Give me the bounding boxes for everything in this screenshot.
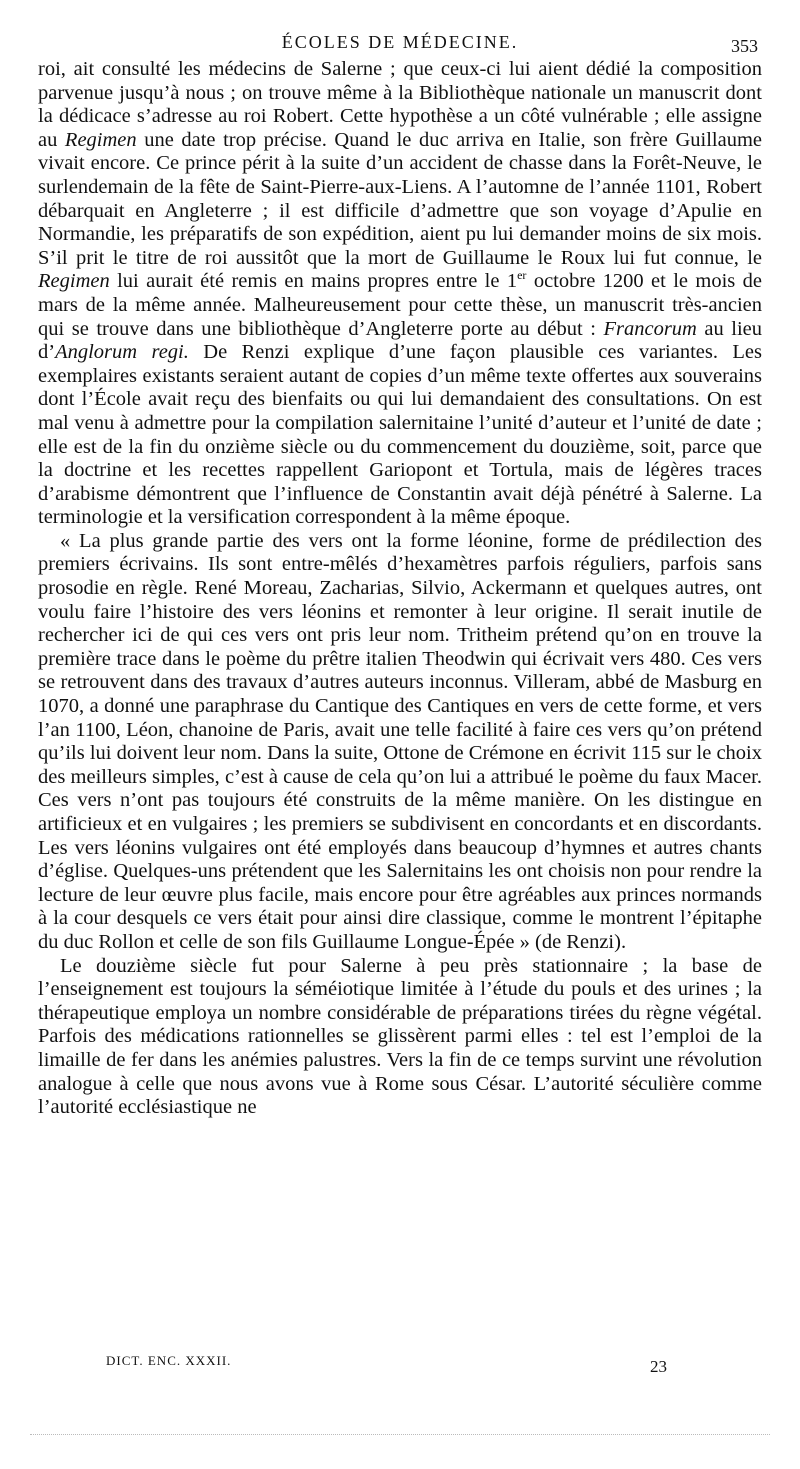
running-title: ÉCOLES DE MÉDECINE.	[281, 32, 519, 52]
paragraph-3: Le douzième siècle fut pour Salerne à peu près stationnaire ; la base de l’enseignement est toujours la séméiotique limitée à l’étude du pouls et des urines ; la thérapeutique employa un nombre considérable de préparations tirées du règne végétal. Parfois des médications rationnelles se glissèrent parmi elles : tel est l’emploi de la limaille de fer dans les anémies palustres. Vers la fin de ce temps survint une révolution analogue à celle que nous avons vue à Rome sous César. L’autorité séculière comme l’autorité ecclésiastique ne	[38, 954, 762, 1119]
page-footer	[0, 1353, 800, 1377]
paragraph-1: roi, ait consulté les médecins de Salerne ; que ceux-ci lui aient dédié la composition parvenue jusqu’à nous ; on trouve même à la Bibliothèque nationale un manuscrit dont la dédicace s’adresse au roi Robert. Cette hypothèse a un côté vulnérable ; elle assigne au Regimen une date trop précise. Quand le duc arriva en Italie, son frère Guillaume vivait encore. Ce prince périt à la suite d’un accident de chasse dans la Forêt-Neuve, le surlendemain de la fête de Saint-Pierre-aux-Liens. A l’automne de l’année 1101, Robert débarquait en Angleterre ; il est difficile d’admettre que son voyage d’Apulie en Normandie, les préparatifs de son expédition, aient pu lui demander moins de six mois. S’il prit le titre de roi aussitôt que la mort de Guillaume le Roux lui fut connue, le Regimen lui aurait été remis en mains propres entre le 1er octobre 1200 et le mois de mars de la même année. Malheureusement pour cette thèse, un manuscrit très-ancien qui se trouve dans une bibliothèque d’Angleterre porte au début : Francorum au lieu d’Anglorum regi. De Renzi explique d’une façon plausible ces variantes. Les exemplaires existants seraient autant de copies d’un même texte offertes aux souverains dont l’École avait reçu des bienfaits ou qui lui demandaient des consultations. On est mal venu à admettre pour la compilation salernitaine l’unité d’auteur et l’unité de date ; elle est de la fin du onzième siècle ou du commencement du douzième, soit, parce que la doctrine et les recettes rappellent Gariopont et Tortula, mais de légères traces d’arabisme démontrent que l’influence de Constantin avait déjà pénétré à Salerne. La terminologie et la versification correspondent à la même époque.	[38, 58, 763, 529]
bottom-edge-marks	[30, 1434, 770, 1435]
page-number: 353	[731, 36, 758, 56]
running-head	[0, 30, 800, 56]
paragraph-2: « La plus grande partie des vers ont la forme léonine, forme de prédilection des premiers écrivains. Ils sont entre-mêlés d’hexamètres parfois réguliers, parfois sans prosodie en règle. René Moreau, Zacharias, Silvio, Ackermann et quelques autres, ont voulu faire l’histoire des vers léonins et remonter à leur origine. Il serait inutile de rechercher ici de qui ces vers ont pris leur nom. Tritheim prétend qu’on en trouve la première trace dans le poème du prêtre italien Theodwin qui écrivait vers 480. Ces vers se retrouvent dans des travaux d’autres auteurs inconnus. Villeram, abbé de Masburg en 1070, a donné une paraphrase du Cantique des Cantiques en vers de cette forme, et vers l’an 1100, Léon, chanoine de Paris, avait une telle facilité à faire ces vers qu’on prétend qu’ils lui doivent leur nom. Dans la suite, Ottone de Crémone en écrivit 115 sur le choix des meilleurs simples, c’est à cause de cela qu’on lui a attribué le poème du faux Macer. Ces vers n’ont pas toujours été construits de la même manière. On les distingue en artificieux et en vulgaires ; les premiers se subdivisent en concordants et en discordants. Les vers léonins vulgaires ont été employés dans beaucoup d’hymnes et autres chants d’église. Quelques-uns prétendent que les Salernitains les ont choisis non pour rendre la lecture de leur œuvre plus facile, mais encore pour être agréables aux princes normands à la cour desquels ce vers était pour ainsi dire classique, comme le montrent l’épitaphe du duc Rollon et celle de son fils Guillaume Longue-Épée » (de Renzi).	[38, 529, 762, 953]
signature-mark: DICT. ENC. XXXII.	[106, 1353, 232, 1368]
sheet-number: 23	[650, 1357, 667, 1376]
italic-regimen: Regimen	[64, 128, 137, 151]
body-text	[38, 58, 762, 1120]
italic-regimen: Regimen	[38, 270, 110, 293]
italic-anglorum-regi: Anglorum regi.	[55, 341, 189, 364]
superscript-er: er	[517, 268, 527, 283]
italic-francorum: Francorum	[603, 317, 697, 340]
